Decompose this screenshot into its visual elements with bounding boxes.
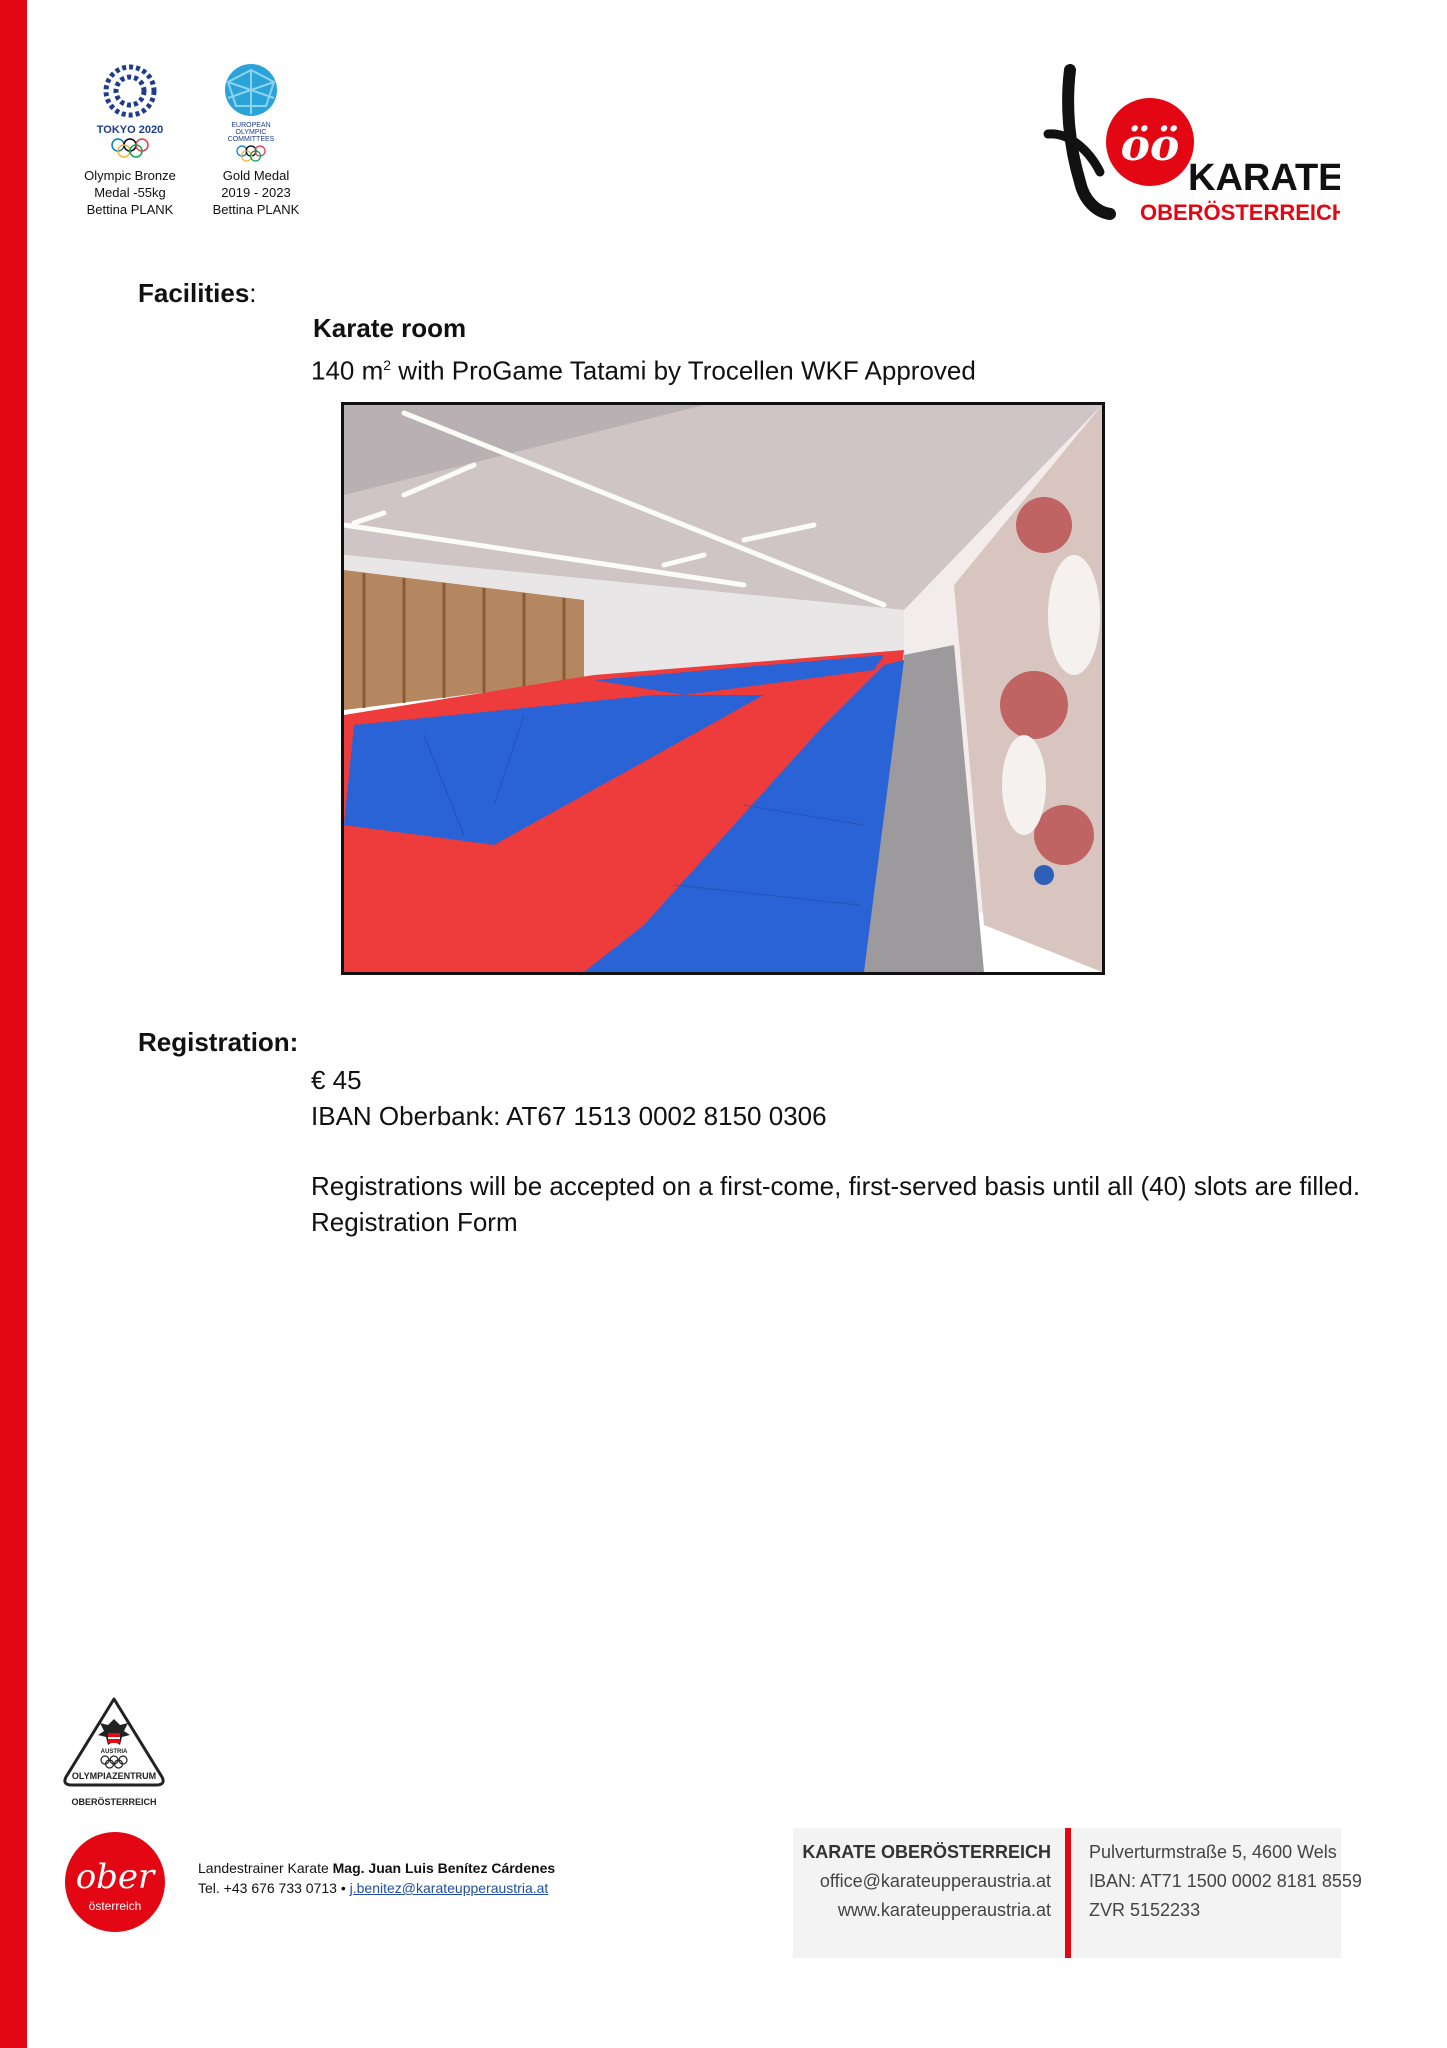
trainer-phone-line	[198, 1878, 658, 1898]
trainer-line	[198, 1858, 658, 1878]
contact-divider	[1065, 1828, 1071, 1958]
left-red-border	[0, 0, 27, 2048]
room-description-text: with ProGame Tatami by Trocellen WKF Approved	[391, 355, 976, 386]
olympiazentrum-austria-text: AUSTRIA	[100, 1749, 128, 1755]
registration-fee: € 45	[311, 1065, 362, 1095]
organization-contact-left	[802, 1838, 1051, 1925]
registration-heading: Registration:	[138, 1027, 299, 1057]
karate-oberoesterreich-logo	[1040, 62, 1340, 232]
organization-zvr: ZVR 5152233	[1089, 1900, 1201, 1920]
medal-caption-line: Bettina PLANK	[212, 202, 300, 217]
organization-address: Pulverturmstraße 5, 4600 Wels	[1089, 1842, 1337, 1862]
karate-room-photo	[341, 402, 1105, 975]
ober-oesterreich-logo	[63, 1830, 167, 1934]
medal-caption-european	[196, 167, 316, 218]
medal-caption-olympic	[70, 167, 190, 218]
organization-iban: IBAN: AT71 1500 0002 8181 8559	[1089, 1871, 1362, 1891]
trainer-email-link[interactable]: j.benitez@karateupperaustria.at	[349, 1880, 549, 1896]
trainer-phone: Tel. +43 676 733 0713 •	[198, 1880, 350, 1896]
medal-caption-line: Bettina PLANK	[86, 202, 174, 217]
logo-karate-word: KARATE	[1188, 157, 1340, 199]
trainer-contact	[198, 1858, 658, 1898]
european-olympic-committees-emblem	[218, 62, 284, 162]
medal-caption-line: 2019 - 2023	[221, 185, 291, 200]
olympiazentrum-emblem-icon	[58, 1693, 170, 1813]
eoc-text-line: OLYMPIC	[235, 129, 267, 136]
organization-name: KARATE OBERÖSTERREICH	[802, 1842, 1051, 1862]
tokyo-2020-logo-icon	[90, 58, 170, 158]
trainer-prefix: Landestrainer Karate	[198, 1860, 333, 1876]
eoc-text-line: EUROPEAN	[231, 122, 271, 129]
room-size-superscript: 2	[383, 357, 392, 373]
registration-iban: IBAN Oberbank: AT67 1513 0002 8150 0306	[311, 1101, 827, 1131]
olympiazentrum-region: OBERÖSTERREICH	[71, 1797, 157, 1807]
organization-contact-right	[1089, 1838, 1362, 1925]
tokyo-2020-emblem	[90, 58, 170, 158]
medal-caption-line: Olympic Bronze	[84, 168, 176, 183]
karate-room-illustration	[344, 405, 1102, 972]
trainer-name: Mag. Juan Luis Benítez Cárdenes	[332, 1860, 556, 1876]
facilities-heading-colon: :	[249, 278, 257, 308]
eoc-globe-icon	[218, 62, 284, 162]
organization-email[interactable]: office@karateupperaustria.at	[819, 1871, 1051, 1891]
ober-oesterreich-icon	[63, 1830, 167, 1934]
medal-caption-line: Gold Medal	[222, 168, 290, 183]
room-size: 140 m	[311, 355, 384, 386]
medal-caption-line: Medal -55kg	[94, 185, 166, 200]
organization-contact-box	[793, 1828, 1362, 1958]
facilities-heading	[138, 278, 257, 309]
olympiazentrum-logo	[58, 1693, 170, 1813]
organization-website[interactable]: www.karateupperaustria.at	[837, 1900, 1051, 1920]
ober-region-word: österreich	[88, 1899, 142, 1913]
registration-form-link[interactable]: Registration Form	[311, 1207, 518, 1237]
svg-text:öö: öö	[1120, 120, 1180, 171]
olympiazentrum-label: OLYMPIAZENTRUM	[71, 1771, 157, 1781]
karate-room-description	[311, 347, 976, 389]
tokyo-2020-text: TOKYO 2020	[96, 124, 164, 136]
facilities-heading-text: Facilities	[138, 278, 250, 308]
ober-word: ober	[75, 1857, 155, 1897]
logo-region-word: OBERÖSTERREICH	[1140, 200, 1340, 225]
koo-logo-icon	[1040, 62, 1340, 232]
eoc-text-line: COMMITTEES	[227, 136, 275, 143]
karate-room-title: Karate room	[313, 313, 467, 343]
registration-policy: Registrations will be accepted on a first-come, first-served basis until all (40) slots are filled.	[311, 1171, 1361, 1201]
